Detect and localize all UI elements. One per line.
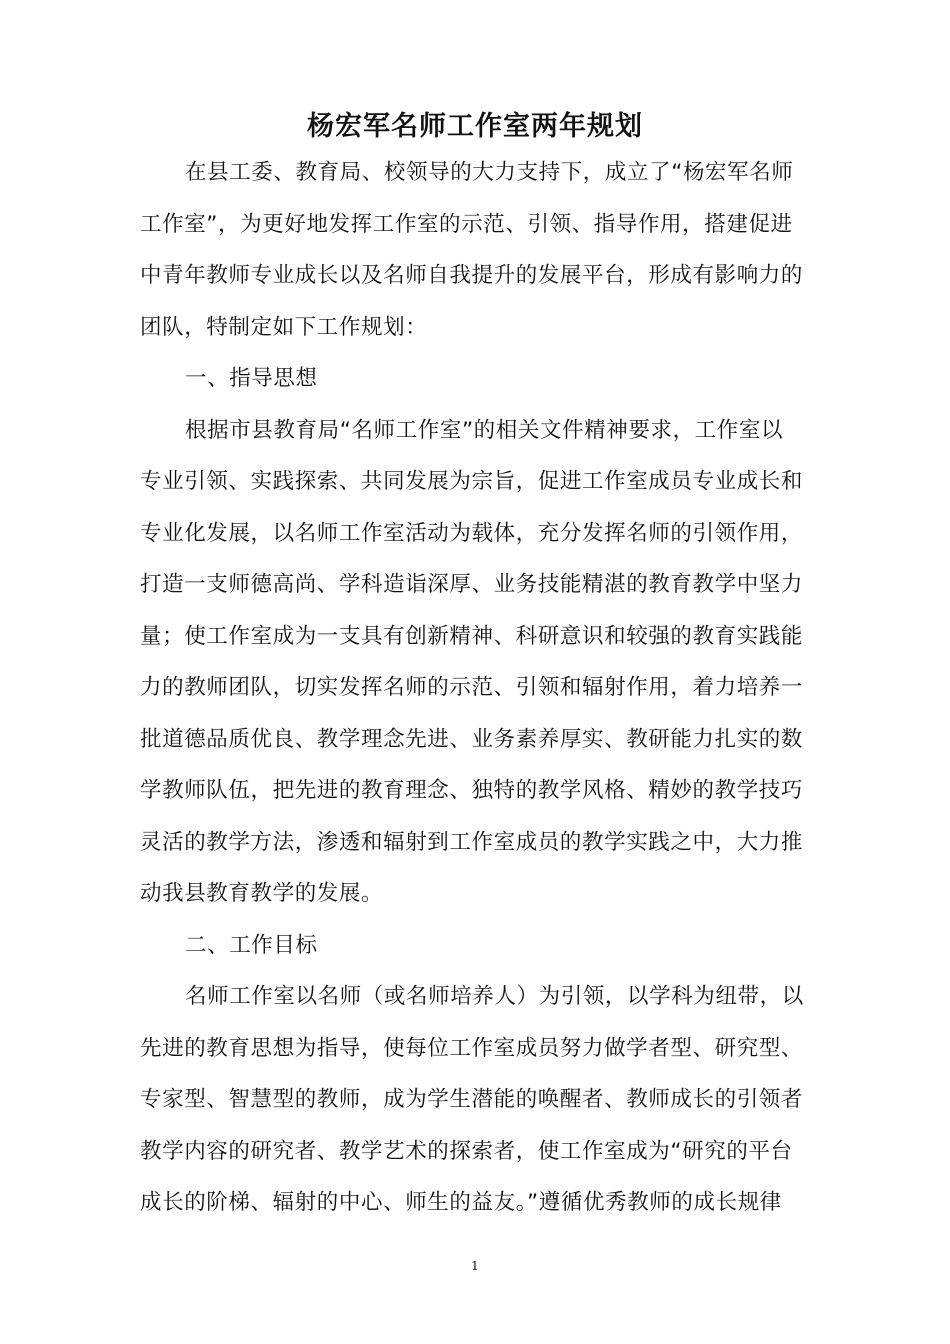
section-heading: 二、工作目标 xyxy=(185,932,318,958)
paragraph-line: 专家型、智慧型的教师，成为学生潜能的唤醒者、教师成长的引领者 xyxy=(140,1087,804,1112)
paragraph-line: 灵活的教学方法，渗透和辐射到工作室成员的教学实践之中，大力推 xyxy=(140,829,804,855)
paragraph-line: 中青年教师专业成长以及名师自我提升的发展平台，形成有影响力的 xyxy=(140,263,804,288)
paragraph-line: 学教师队伍，把先进的教育理念、独特的教学风格、精妙的教学技巧 xyxy=(140,778,804,803)
paragraph-line: 力的教师团队，切实发挥名师的示范、引领和辐射作用，着力培养一 xyxy=(140,675,804,700)
document-title: 杨宏军名师工作室两年规划 xyxy=(307,111,643,142)
document-body xyxy=(140,151,824,1233)
paragraph-line: 工作室”，为更好地发挥工作室的示范、引领、指导作用，搭建促进 xyxy=(140,211,793,237)
paragraph-line: 专业引领、实践探索、共同发展为宗旨，促进工作室成员专业成长和 xyxy=(140,469,804,494)
paragraph-line: 动我县教育教学的发展。 xyxy=(140,881,384,906)
paragraph-line: 在县工委、教育局、校领导的大力支持下，成立了“杨宏军名师 xyxy=(185,160,794,185)
paragraph-line: 教学内容的研究者、教学艺术的探索者，使工作室成为“研究的平台 xyxy=(140,1138,793,1164)
paragraph-line: 批道德品质优良、教学理念先进、业务素养厚实、教研能力扎实的数 xyxy=(140,726,804,752)
section-heading: 一、指导思想 xyxy=(185,366,318,391)
paragraph-line: 团队，特制定如下工作规划： xyxy=(140,314,428,340)
paragraph-line: 根据市县教育局“名师工作室”的相关文件精神要求，工作室以 xyxy=(185,417,784,443)
page-number: 1 xyxy=(471,1259,479,1273)
paragraph-line: 成长的阶梯、辐射的中心、师生的益友。”遵循优秀教师的成长规律 xyxy=(140,1190,782,1215)
paragraph-line: 先进的教育思想为指导，使每位工作室成员努力做学者型、研究型、 xyxy=(140,1035,804,1061)
paragraph-line: 专业化发展，以名师工作室活动为载体，充分发挥名师的引领作用， xyxy=(140,520,804,546)
paragraph-line: 量；使工作室成为一支具有创新精神、科研意识和较强的教育实践能 xyxy=(140,623,804,649)
paragraph-line: 名师工作室以名师（或名师培养人）为引领，以学科为纽带，以 xyxy=(185,984,804,1009)
paragraph-line: 打造一支师德高尚、学科造诣深厚、业务技能精湛的教育教学中坚力 xyxy=(140,572,804,597)
